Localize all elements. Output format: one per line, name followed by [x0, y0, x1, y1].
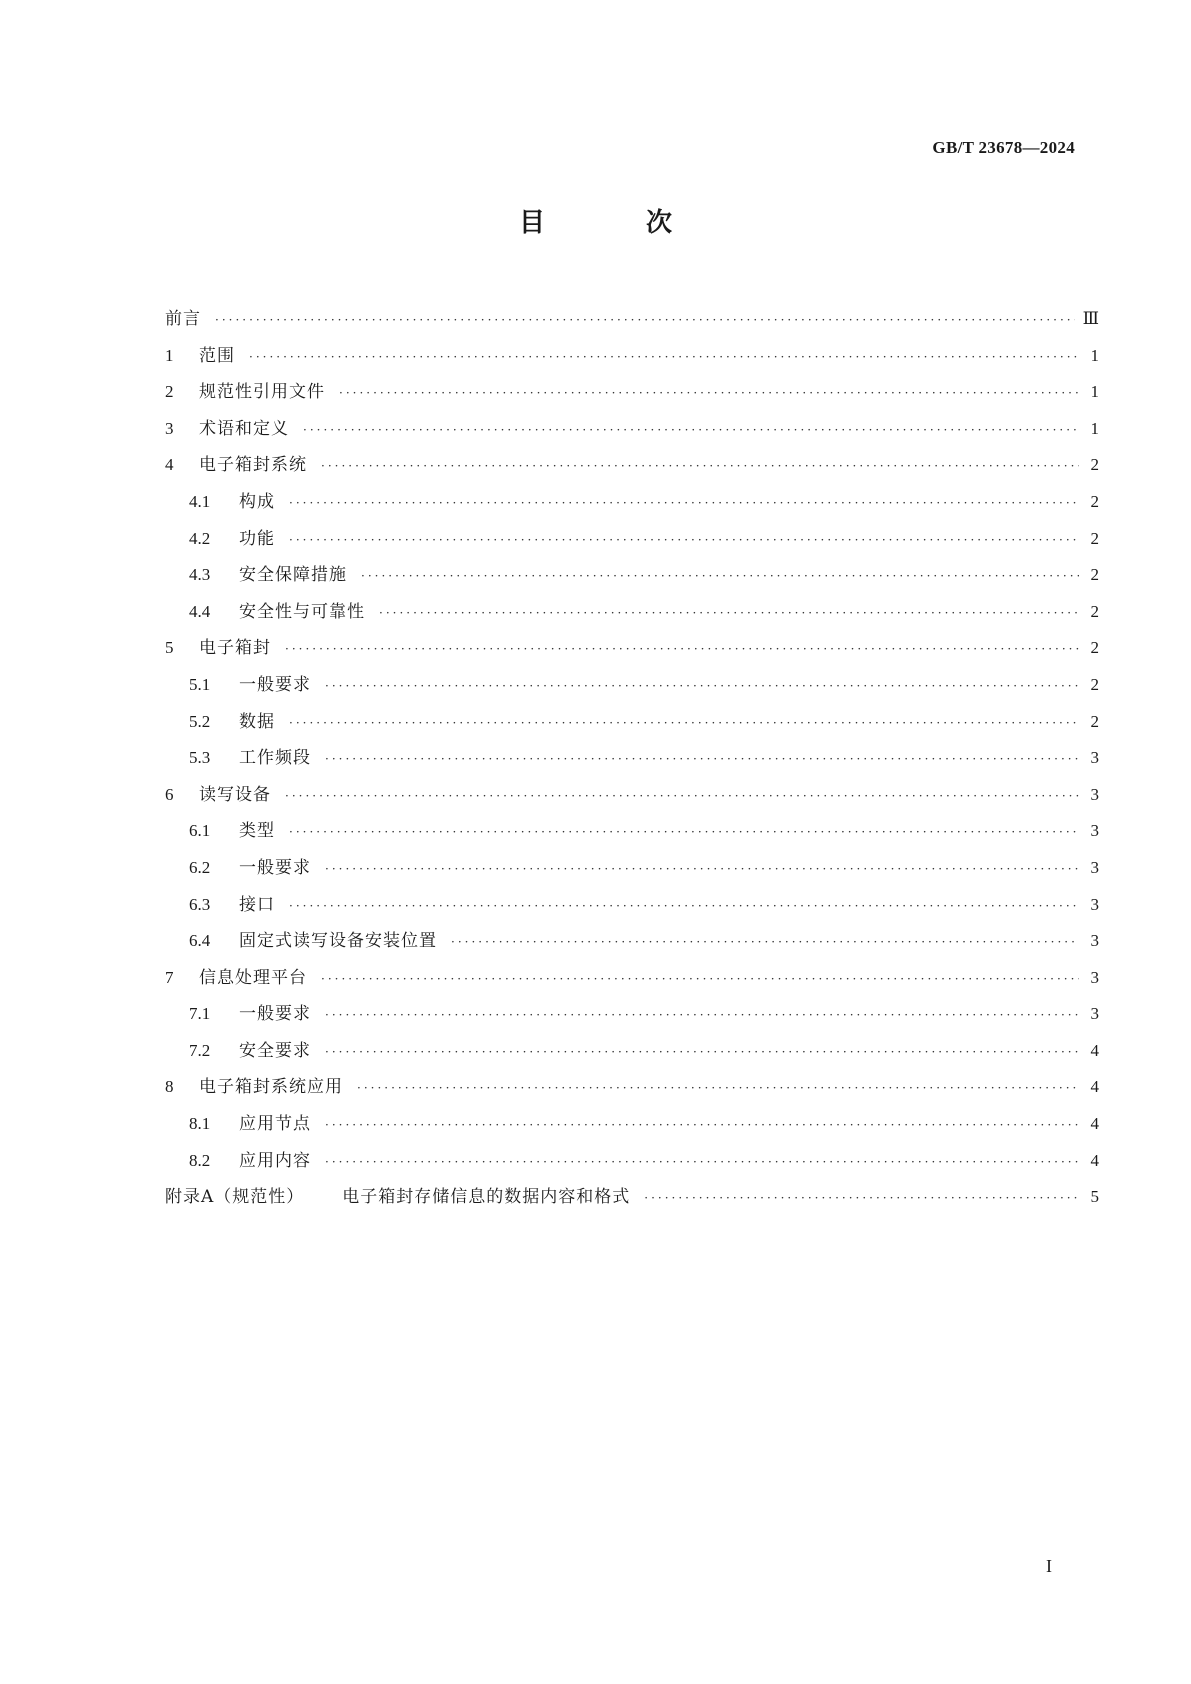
toc-leader-dots [325, 1118, 1079, 1132]
toc-leader-dots [289, 899, 1079, 913]
toc-section-number: 6.3 [189, 894, 211, 914]
toc-section-number: 4.4 [189, 601, 211, 621]
toc-label: 安全性与可靠性 [239, 601, 365, 622]
toc-section-number: 8.1 [189, 1114, 211, 1134]
toc-page-number: 3 [1090, 784, 1099, 804]
toc-subentry[interactable] [165, 890, 1099, 927]
toc-section-number: 5.2 [189, 711, 211, 731]
toc-leader-dots [289, 825, 1079, 839]
toc-label: 一般要求 [239, 1004, 311, 1025]
toc-subentry[interactable] [165, 926, 1099, 963]
toc-leader-dots [325, 1008, 1079, 1022]
toc-section-number: 8 [165, 1077, 174, 1097]
toc-page-number: 2 [1090, 674, 1099, 694]
toc-label: 电子箱封系统 [199, 455, 307, 476]
toc-page-number: 4 [1090, 1114, 1099, 1134]
toc-section-number: 3 [165, 418, 174, 438]
toc-leader-dots [285, 789, 1079, 803]
toc-subentry[interactable] [165, 816, 1099, 853]
toc-page-number: 1 [1090, 382, 1099, 402]
toc-entry-foreword[interactable] [165, 304, 1099, 341]
toc-leader-dots [321, 972, 1079, 986]
toc-label: 固定式读写设备安装位置 [239, 931, 437, 952]
toc-page-number: 2 [1090, 455, 1099, 475]
toc-section-number: 5.3 [189, 748, 211, 768]
toc-section-number: 4.1 [189, 491, 211, 511]
toc-page-number: 3 [1090, 967, 1099, 987]
toc-leader-dots [451, 935, 1079, 949]
toc-page-number: 1 [1090, 345, 1099, 365]
toc-page-number: 3 [1090, 894, 1099, 914]
toc-subentry[interactable] [165, 670, 1099, 707]
toc-section-number: 2 [165, 382, 174, 402]
toc-page-number: 2 [1090, 711, 1099, 731]
toc-leader-dots [325, 1155, 1079, 1169]
toc-page-number: 3 [1090, 821, 1099, 841]
toc-label: 规范性引用文件 [199, 382, 325, 403]
toc-leader-dots [249, 350, 1079, 364]
toc-entry[interactable] [165, 341, 1099, 378]
toc-appendix-prefix: 附录A（规范性） [165, 1187, 305, 1208]
toc-leader-dots [325, 862, 1079, 876]
toc-section-number: 7 [165, 967, 174, 987]
table-of-contents [165, 304, 1099, 1219]
toc-leader-dots [339, 386, 1079, 400]
toc-section-number: 4 [165, 455, 174, 475]
toc-leader-dots [289, 533, 1079, 547]
toc-page-number: 2 [1090, 638, 1099, 658]
toc-label: 数据 [239, 711, 275, 732]
toc-label: 前言 [165, 309, 201, 329]
toc-leader-dots [215, 313, 1075, 327]
toc-page-number: 2 [1090, 491, 1099, 511]
toc-section-number: 6 [165, 784, 174, 804]
toc-section-number: 6.4 [189, 931, 211, 951]
toc-label: 工作频段 [239, 748, 311, 769]
toc-label: 范围 [199, 345, 235, 366]
toc-subentry[interactable] [165, 743, 1099, 780]
toc-section-number: 5.1 [189, 674, 211, 694]
toc-section-number: 7.2 [189, 1040, 211, 1060]
toc-label: 安全要求 [239, 1040, 311, 1061]
toc-label: 电子箱封存储信息的数据内容和格式 [342, 1187, 631, 1208]
toc-page-number: 3 [1090, 1004, 1099, 1024]
toc-page-number: 3 [1090, 857, 1099, 877]
toc-label: 接口 [239, 894, 275, 915]
toc-section-number: 6.2 [189, 857, 211, 877]
toc-page-number: 5 [1090, 1187, 1099, 1207]
toc-section-number: 4.3 [189, 565, 211, 585]
toc-page-number: 4 [1090, 1040, 1099, 1060]
toc-entry[interactable] [165, 963, 1099, 1000]
toc-leader-dots [325, 1045, 1079, 1059]
toc-label: 读写设备 [199, 784, 271, 805]
toc-subentry[interactable] [165, 1036, 1099, 1073]
toc-page-number: 4 [1090, 1077, 1099, 1097]
toc-leader-dots [303, 423, 1079, 437]
standard-code: GB/T 23678—2024 [932, 138, 1075, 157]
page-title: 目 次 [518, 208, 719, 238]
toc-label: 安全保障措施 [239, 565, 347, 586]
toc-subentry[interactable] [165, 999, 1099, 1036]
toc-subentry[interactable] [165, 560, 1099, 597]
toc-leader-dots [379, 606, 1079, 620]
toc-leader-dots [289, 496, 1079, 510]
toc-label: 构成 [239, 491, 275, 512]
toc-label: 信息处理平台 [199, 967, 307, 988]
toc-subentry[interactable] [165, 1146, 1099, 1183]
toc-entry-appendix-a[interactable] [165, 1182, 1099, 1219]
toc-entry[interactable] [165, 1072, 1099, 1109]
toc-section-number: 6.1 [189, 821, 211, 841]
toc-leader-dots [361, 569, 1079, 583]
toc-entry[interactable] [165, 377, 1099, 414]
toc-subentry[interactable] [165, 487, 1099, 524]
toc-label: 应用内容 [239, 1150, 311, 1171]
toc-leader-dots [644, 1191, 1079, 1205]
toc-entry[interactable] [165, 633, 1099, 670]
toc-page-number: Ⅲ [1082, 309, 1099, 328]
toc-subentry[interactable] [165, 524, 1099, 561]
toc-leader-dots [325, 752, 1079, 766]
toc-page-number: 2 [1090, 528, 1099, 548]
page-number: I [1046, 1556, 1052, 1576]
toc-section-number: 5 [165, 638, 174, 658]
toc-section-number: 8.2 [189, 1150, 211, 1170]
toc-label: 电子箱封 [199, 638, 271, 659]
toc-entry[interactable] [165, 450, 1099, 487]
toc-section-number: 1 [165, 345, 174, 365]
toc-leader-dots [325, 679, 1079, 693]
toc-label: 术语和定义 [199, 418, 289, 439]
toc-label: 类型 [239, 821, 275, 842]
toc-section-number: 4.2 [189, 528, 211, 548]
toc-label: 一般要求 [239, 857, 311, 878]
toc-entry[interactable] [165, 414, 1099, 451]
toc-leader-dots [289, 716, 1079, 730]
toc-label: 电子箱封系统应用 [199, 1077, 343, 1098]
toc-page-number: 3 [1090, 748, 1099, 768]
toc-subentry[interactable] [165, 707, 1099, 744]
toc-page-number: 2 [1090, 565, 1099, 585]
toc-page-number: 2 [1090, 601, 1099, 621]
toc-page-number: 4 [1090, 1150, 1099, 1170]
toc-leader-dots [321, 459, 1079, 473]
toc-label: 应用节点 [239, 1114, 311, 1135]
toc-subentry[interactable] [165, 1109, 1099, 1146]
toc-page-number: 3 [1090, 931, 1099, 951]
toc-section-number: 7.1 [189, 1004, 211, 1024]
toc-leader-dots [285, 642, 1079, 656]
toc-label: 功能 [239, 528, 275, 549]
toc-entry[interactable] [165, 780, 1099, 817]
toc-subentry[interactable] [165, 597, 1099, 634]
toc-label: 一般要求 [239, 674, 311, 695]
toc-page-number: 1 [1090, 418, 1099, 438]
toc-subentry[interactable] [165, 853, 1099, 890]
toc-leader-dots [357, 1081, 1079, 1095]
